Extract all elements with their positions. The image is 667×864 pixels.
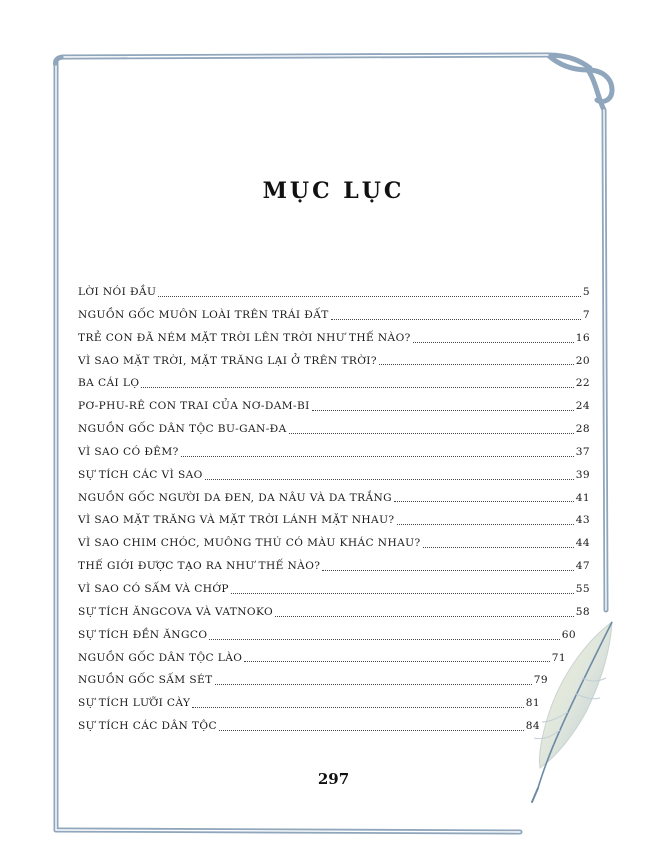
toc-entry-title: NGUỒN GỐC MUÔN LOÀI TRÊN TRÁI ĐẤT (78, 308, 329, 321)
page-number: 297 (317, 770, 350, 788)
toc-entry-page: 39 (575, 468, 590, 481)
toc-entry (78, 487, 590, 510)
toc-entry-title: NGUỒN GỐC NGƯỜI DA ĐEN, DA NÂU VÀ DA TRẮNG (78, 491, 393, 504)
toc-entry (78, 281, 590, 304)
page-title: MỤC LỤC (262, 178, 405, 204)
dot-leader (322, 570, 573, 571)
toc-entry-page: 60 (561, 628, 576, 641)
toc-entry-page: 20 (575, 354, 590, 367)
toc-entry-title: NGUỒN GỐC DÂN TỘC BU-GAN-ĐA (78, 423, 287, 436)
dot-leader (423, 547, 574, 548)
toc-entry (78, 715, 540, 738)
dot-leader (141, 387, 573, 388)
dot-leader (289, 433, 574, 434)
dot-leader (209, 639, 559, 640)
dot-leader (397, 524, 574, 525)
toc-entry-title: VÌ SAO MẶT TRĂNG VÀ MẶT TRỜI LÁNH MẶT NHAU? (78, 514, 395, 527)
toc-entry-title: VÌ SAO MẶT TRỜI, MẶT TRĂNG LẠI Ở TRÊN TRỜI? (78, 354, 377, 367)
toc-entry-title: TRẺ CON ĐÃ NÉM MẶT TRỜI LÊN TRỜI NHƯ THẾ NÀO? (78, 331, 411, 344)
toc-entry (78, 395, 590, 418)
toc-entry-page: 47 (575, 560, 590, 573)
toc-entry (78, 304, 590, 327)
dot-leader (331, 319, 581, 320)
dot-leader (413, 342, 574, 343)
toc-entry-title: NGUỒN GỐC SẤM SÉT (78, 674, 213, 687)
toc-entry-page: 81 (525, 697, 540, 710)
toc-entry-page: 79 (533, 674, 548, 687)
toc-entry (78, 647, 566, 670)
toc-entry-title: SỰ TÍCH ĐỀN ĂNGCO (78, 628, 208, 641)
dot-leader (215, 684, 532, 685)
toc-entry-page: 84 (525, 720, 540, 733)
dot-leader (394, 501, 574, 502)
toc-entry-title: VÌ SAO CÓ ĐÊM? (78, 445, 179, 458)
toc-entry-page: 22 (575, 377, 590, 390)
toc-entry-page: 16 (575, 331, 590, 344)
toc-entry-page: 43 (575, 514, 590, 527)
toc-entry (78, 692, 540, 715)
toc-entry-page: 24 (575, 400, 590, 413)
toc-entry-title: SỰ TÍCH CÁC DÂN TỘC (78, 720, 217, 733)
toc-entry (78, 509, 590, 532)
toc-entry (78, 464, 590, 487)
toc-entry-title: THẾ GIỚI ĐƯỢC TẠO RA NHƯ THẾ NÀO? (78, 560, 321, 573)
dot-leader (158, 296, 581, 297)
toc-entry (78, 669, 548, 692)
toc-entry (78, 350, 590, 373)
toc-entry-title: BA CÁI LỌ (78, 377, 140, 390)
dot-leader (181, 456, 574, 457)
dot-leader (244, 661, 549, 662)
dot-leader (312, 410, 574, 411)
toc-entry-page: 28 (575, 423, 590, 436)
toc-entry-page: 58 (575, 605, 590, 618)
toc-entry (78, 372, 590, 395)
toc-entry-title: PƠ-PHU-RÊ CON TRAI CỦA NƠ-DAM-BI (78, 400, 310, 413)
toc-entry (78, 532, 590, 555)
toc-entry-page: 5 (582, 286, 590, 298)
toc-entry (78, 578, 590, 601)
toc-entry-title: NGUỒN GỐC DÂN TỘC LÀO (78, 651, 243, 664)
table-of-contents (78, 281, 590, 738)
dot-leader (205, 479, 574, 480)
toc-entry-title: VÌ SAO CHIM CHÓC, MUÔNG THÚ CÓ MÀU KHÁC NHAU? (78, 537, 421, 550)
toc-entry-title: VÌ SAO CÓ SẤM VÀ CHỚP (78, 582, 229, 595)
toc-entry-title: SỰ TÍCH CÁC VÌ SAO (78, 468, 203, 481)
toc-entry-page: 55 (575, 582, 590, 595)
toc-entry (78, 418, 590, 441)
toc-entry-page: 44 (575, 537, 590, 550)
toc-entry-title: SỰ TÍCH LƯỠI CÀY (78, 697, 191, 710)
dot-leader (275, 616, 574, 617)
toc-entry (78, 555, 590, 578)
dot-leader (231, 593, 574, 594)
dot-leader (379, 364, 574, 365)
toc-entry (78, 441, 590, 464)
toc-entry (78, 601, 590, 624)
toc-entry-page: 71 (551, 651, 566, 664)
toc-entry-title: SỰ TÍCH ĂNGCOVA VÀ VATNOKO (78, 605, 274, 618)
dot-leader (219, 730, 524, 731)
toc-entry-page: 37 (575, 445, 590, 458)
toc-entry-title: LỜI NÓI ĐẦU (78, 286, 157, 298)
toc-entry (78, 624, 576, 647)
dot-leader (192, 707, 523, 708)
toc-entry (78, 327, 590, 350)
toc-entry-page: 41 (575, 491, 590, 504)
toc-entry-page: 7 (582, 308, 590, 321)
